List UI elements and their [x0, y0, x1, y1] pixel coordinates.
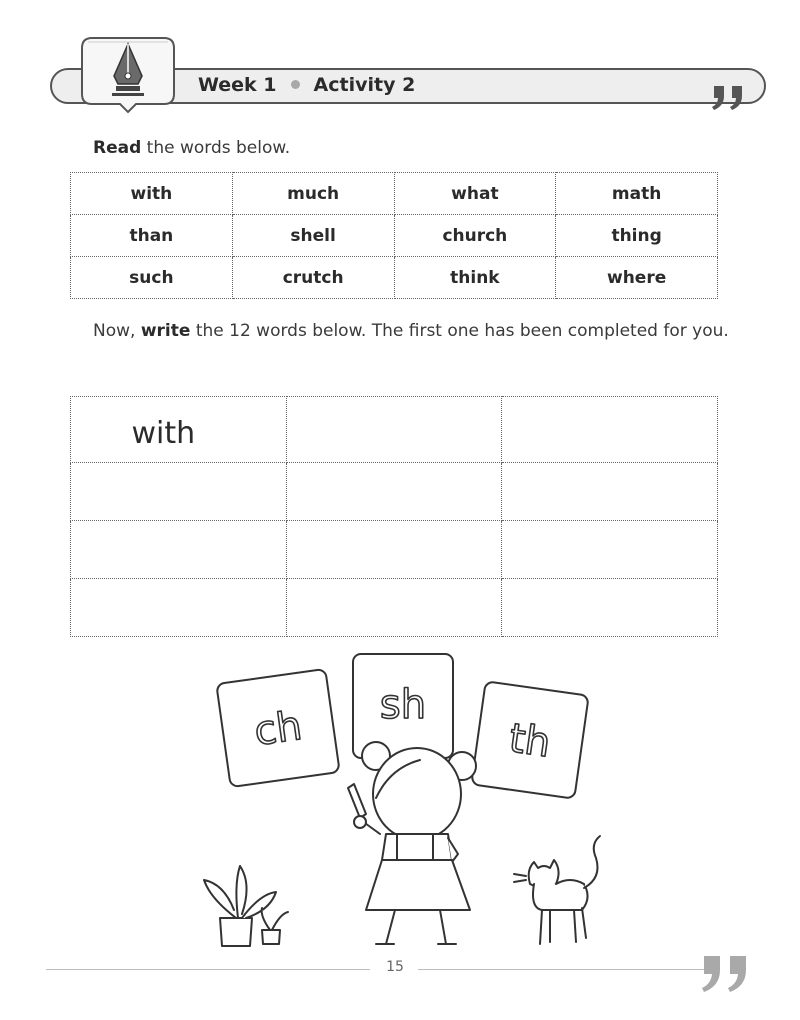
instruction-write-rest: the 12 words below. The first one has been completed for you.: [190, 321, 729, 341]
girl-with-phonics-cards-illustration: [190, 648, 620, 958]
word-cell: with: [71, 173, 233, 215]
table-row: [71, 215, 718, 257]
page-number: 15: [386, 959, 404, 975]
instruction-write: [70, 316, 750, 346]
word-cell: such: [71, 257, 233, 299]
separator-dot-icon: [291, 80, 300, 89]
card-th: [471, 681, 588, 798]
footer-divider-left: [46, 969, 370, 970]
answer-cell[interactable]: [71, 521, 287, 579]
answer-cell[interactable]: [286, 463, 502, 521]
potted-plant: [204, 866, 288, 946]
card-sh-label: sh: [379, 682, 427, 728]
answer-cell[interactable]: [502, 579, 718, 637]
answer-cell[interactable]: [286, 397, 502, 463]
word-cell: math: [556, 173, 718, 215]
instruction-write-prefix: Now,: [93, 321, 141, 341]
instruction-read-bold: Read: [93, 138, 142, 158]
footer-divider-right: [418, 969, 708, 970]
answer-cell[interactable]: [502, 397, 718, 463]
answer-cell[interactable]: [502, 521, 718, 579]
quote-mark-icon: [710, 82, 750, 112]
answer-cell[interactable]: [71, 579, 287, 637]
activity-label: Activity 2: [313, 74, 416, 96]
word-cell: than: [71, 215, 233, 257]
instruction-read-rest: the words below.: [141, 138, 291, 158]
writing-table: [70, 396, 718, 637]
table-row: [71, 463, 718, 521]
word-cell: thing: [556, 215, 718, 257]
answer-cell[interactable]: [71, 463, 287, 521]
quote-mark-icon: [700, 952, 754, 994]
word-cell: much: [232, 173, 394, 215]
word-cell: church: [394, 215, 556, 257]
banner-title: [198, 72, 415, 98]
girl-figure: [348, 742, 476, 944]
week-label: Week 1: [198, 74, 277, 96]
cat: [514, 836, 600, 944]
word-cell: think: [394, 257, 556, 299]
word-cell: where: [556, 257, 718, 299]
answer-cell[interactable]: [286, 521, 502, 579]
word-cell: what: [394, 173, 556, 215]
answer-cell[interactable]: [286, 579, 502, 637]
pen-nib-icon: [78, 34, 178, 114]
word-table: [70, 172, 718, 299]
table-row: [71, 397, 718, 463]
table-row: [71, 579, 718, 637]
instruction-write-bold: write: [140, 321, 191, 341]
instruction-read: [93, 133, 290, 163]
card-th-label: th: [506, 715, 554, 767]
answer-cell[interactable]: [502, 463, 718, 521]
table-row: [71, 257, 718, 299]
card-ch-label: ch: [251, 702, 305, 756]
table-row: [71, 521, 718, 579]
word-cell: crutch: [232, 257, 394, 299]
example-answer: with: [71, 397, 287, 463]
table-row: [71, 173, 718, 215]
card-ch: [216, 669, 339, 787]
word-cell: shell: [232, 215, 394, 257]
card-sh: [353, 654, 453, 758]
